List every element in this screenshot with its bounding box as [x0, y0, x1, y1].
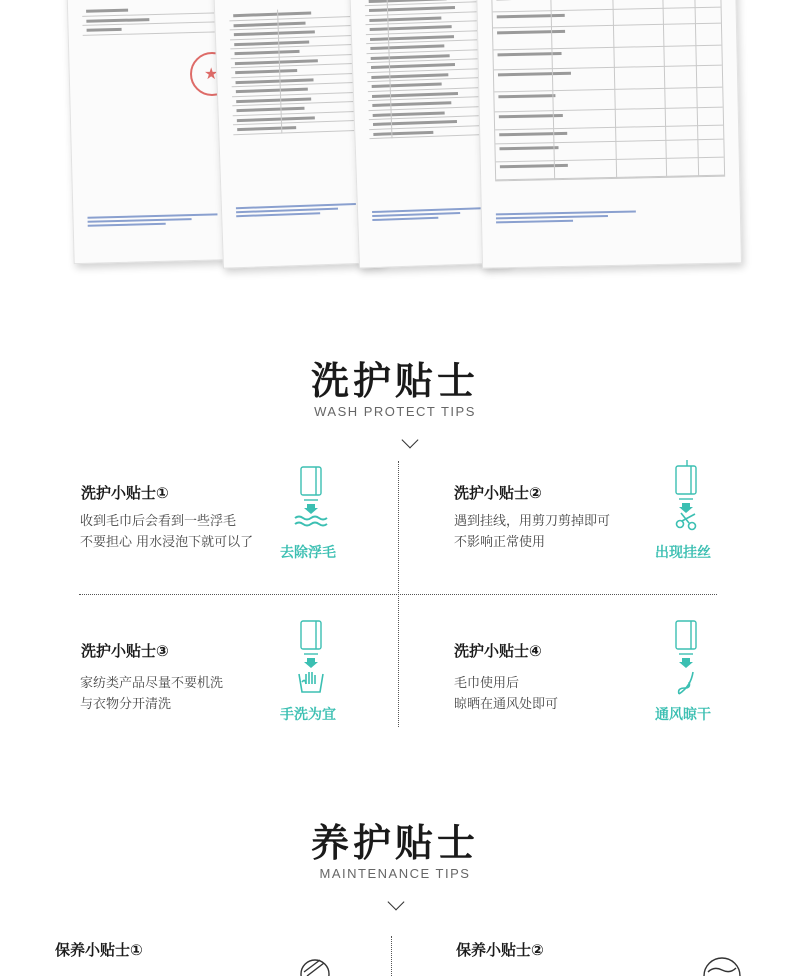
towel-scissors-icon [667, 458, 707, 532]
wash-tip-4-title: 洗护小贴士④ [454, 642, 542, 660]
wash-tip-3-title: 洗护小贴士③ [81, 642, 169, 660]
maintenance-icon-1 [298, 956, 334, 976]
wash-tip-4-line-2: 晾晒在通风处即可 [454, 697, 559, 712]
wash-tip-2-title: 洗护小贴士② [454, 484, 542, 502]
maintenance-tip-2-title: 保养小贴士② [456, 941, 544, 959]
wash-tip-1-tag: 去除浮毛 [280, 545, 336, 561]
chevron-down-icon [402, 432, 419, 449]
wash-tip-4-line-1: 毛巾使用后 [454, 676, 520, 691]
wash-tip-4-tag: 通风晾干 [655, 707, 711, 723]
wash-tip-3-line-1: 家纺类产品尽量不要机洗 [80, 676, 224, 691]
test-report-images [0, 0, 790, 300]
wash-tip-1-title: 洗护小贴士① [81, 484, 169, 502]
towel-water-icon [292, 464, 332, 530]
maintenance-tip-1-title: 保养小贴士① [55, 941, 143, 959]
wash-section-subtitle: WASH PROTECT TIPS [314, 404, 476, 419]
wash-tip-3-line-2: 与衣物分开清洗 [80, 697, 172, 712]
wash-tip-3-tag: 手洗为宜 [280, 707, 336, 723]
towel-handwash-icon [292, 618, 332, 694]
wash-tip-2-tag: 出现挂丝 [655, 545, 711, 561]
wash-tip-1-line-1: 收到毛巾后会看到一些浮毛 [80, 514, 237, 529]
wash-tip-1-line-2: 不要担心 用水浸泡下就可以了 [80, 535, 254, 550]
grid-divider-vertical [391, 936, 392, 976]
maintenance-section-title: 养护贴士 [310, 821, 479, 865]
towel-dry-icon [667, 618, 707, 698]
wash-section-title: 洗护贴士 [310, 359, 479, 403]
maintenance-icon-2 [700, 956, 744, 976]
wash-tip-2-line-1: 遇到挂线，用剪刀剪掉即可 [454, 514, 611, 529]
wash-tip-2-line-2: 不影响正常使用 [454, 535, 546, 550]
chevron-down-icon [388, 894, 405, 911]
maintenance-section-subtitle: MAINTENANCE TIPS [319, 866, 471, 881]
report-page-4 [476, 0, 742, 269]
grid-divider-horizontal [79, 594, 717, 595]
